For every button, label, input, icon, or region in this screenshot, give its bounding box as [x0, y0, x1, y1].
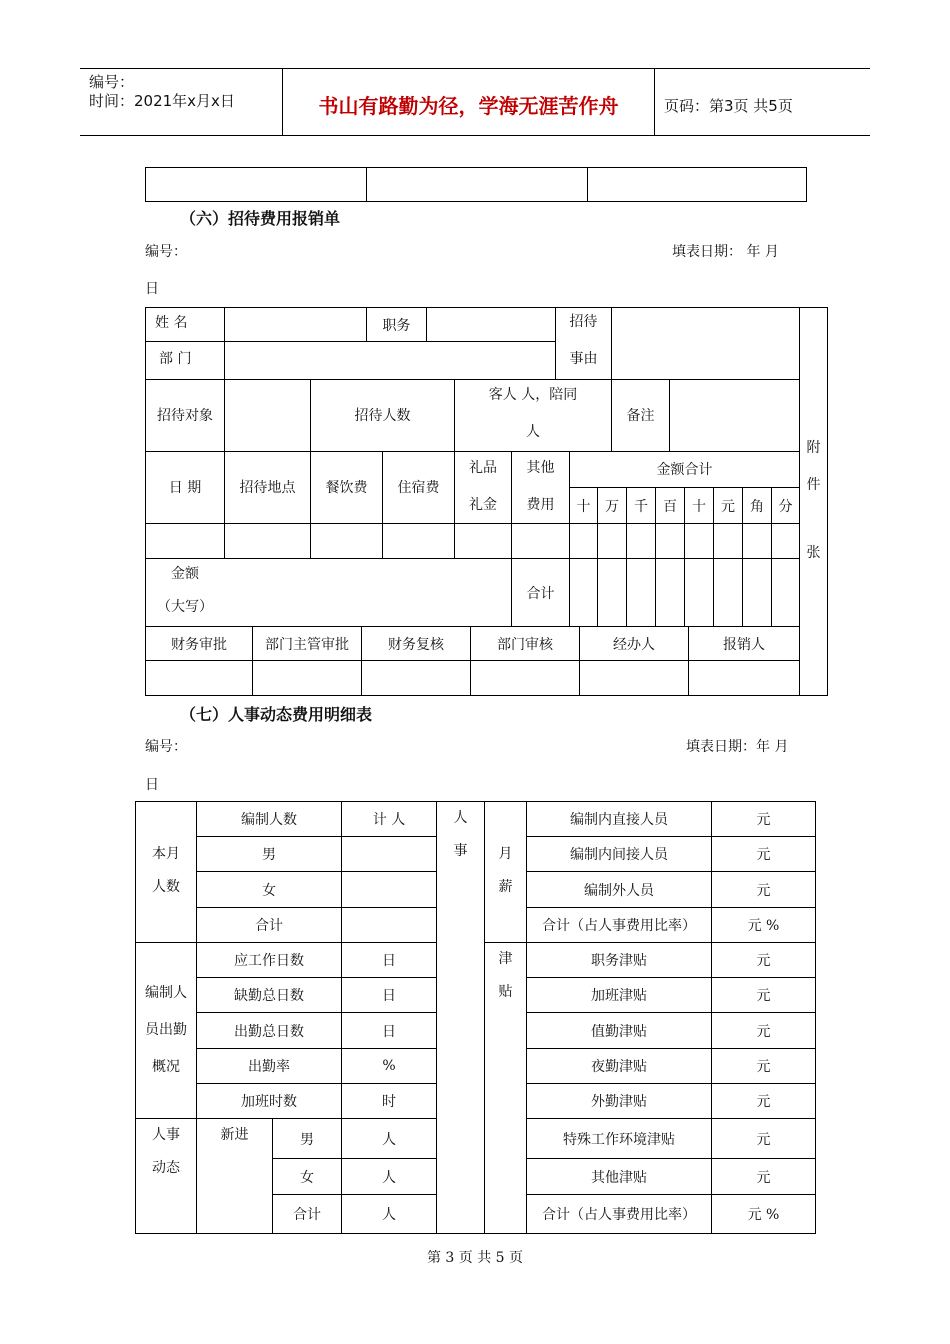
gift-label-1: 礼品 — [469, 460, 497, 476]
salary-row-label: 编制外人员 — [584, 882, 654, 899]
position-field[interactable] — [427, 308, 554, 341]
digit-label: 十 — [576, 498, 591, 515]
allowance-row-label: 其他津贴 — [591, 1169, 647, 1186]
amount-cn-field[interactable] — [225, 559, 510, 626]
allowance-row-label: 特殊工作环境津贴 — [563, 1131, 675, 1148]
personnel-label-2: 事 — [453, 843, 468, 859]
yuan-percent-unit: 元 % — [747, 918, 780, 934]
person-unit: 人 — [382, 1169, 396, 1186]
yuan-unit: 元 — [756, 1094, 771, 1110]
headcount-row-label: 男 — [262, 847, 276, 863]
allowance-label-1: 津 — [498, 951, 513, 967]
month-count-label-2: 人数 — [152, 879, 180, 895]
monthly-label-2: 薪 — [498, 879, 513, 895]
approval-label: 报销人 — [723, 636, 765, 653]
yuan-unit: 元 — [756, 1059, 771, 1075]
reimbursement-form — [145, 307, 828, 696]
yuan-unit: 元 — [756, 953, 771, 969]
header-motto: 书山有路勤为径，学海无涯苦作舟 — [318, 93, 619, 118]
headcount-row-label: 女 — [262, 882, 276, 899]
headcount-row-label: 合计 — [255, 918, 283, 934]
reason-label-1: 招待 — [569, 314, 598, 330]
lodging-label: 住宿费 — [397, 480, 440, 496]
companions-label-1: 客人 人，陪同 — [488, 387, 578, 403]
yuan-unit: 元 — [756, 988, 771, 1004]
meal-label: 餐饮费 — [325, 480, 368, 496]
digit-label: 百 — [663, 498, 677, 515]
attachment-label-1: 附 — [806, 440, 821, 456]
section6-date-label: 填表日期： 年 月 — [672, 244, 779, 260]
approval-label: 部门审核 — [497, 636, 553, 653]
section7-title: （七）人事动态费用明细表 — [180, 705, 373, 724]
reason-field[interactable] — [612, 308, 798, 379]
yuan-unit: 元 — [756, 1131, 771, 1148]
other-label-2: 费用 — [526, 497, 555, 513]
digit-label: 分 — [778, 498, 793, 515]
personnel-label-1: 人 — [453, 810, 468, 826]
dynamics-label-2: 动态 — [152, 1160, 180, 1176]
empty-cell[interactable] — [588, 168, 807, 202]
companions-label-2: 人 — [526, 424, 540, 440]
attendance-unit: 日 — [382, 988, 396, 1004]
guest-field[interactable] — [225, 380, 309, 451]
document-time-label: 时间：2021年x月x日 — [89, 92, 235, 110]
allowance-row-label: 职务津贴 — [591, 953, 647, 969]
gift-label-2: 礼金 — [469, 497, 497, 513]
document-number-label: 编号： — [89, 73, 135, 91]
allowance-label-2: 贴 — [498, 984, 513, 1000]
new-hire-label: 新进 — [220, 1127, 249, 1143]
digit-label: 万 — [605, 498, 619, 515]
yuan-unit: 元 — [756, 882, 771, 899]
date-label: 日 期 — [168, 480, 202, 496]
month-count-label-1: 本月 — [152, 846, 180, 862]
approval-signature-row[interactable] — [146, 661, 799, 695]
attendance-row-label: 加班时数 — [241, 1094, 297, 1110]
digit-label: 千 — [634, 498, 648, 515]
attachment-label-3: 张 — [806, 545, 821, 561]
attendance-label-2: 员出勤 — [145, 1022, 187, 1038]
attendance-unit: 日 — [382, 1023, 396, 1040]
salary-row-label: 编制内直接人员 — [570, 812, 668, 828]
allowance-row-label: 加班津贴 — [591, 988, 647, 1004]
empty-cell[interactable] — [367, 168, 588, 202]
salary-row-label: 合计（占人事费用比率） — [542, 918, 696, 934]
section7-date-label: 填表日期：年 月 — [686, 739, 789, 755]
digit-label: 十 — [692, 498, 706, 515]
yuan-unit: 元 — [756, 812, 771, 828]
attendance-unit: % — [382, 1058, 396, 1074]
approval-label: 经办人 — [613, 636, 655, 653]
page-indicator: 页码：第3页 共5页 — [664, 97, 793, 115]
dept-label: 部 门 — [159, 351, 192, 367]
section6-day-label: 日 — [145, 281, 159, 297]
personnel-cost-table — [135, 801, 816, 1234]
attendance-row-label: 缺勤总日数 — [234, 988, 304, 1004]
yuan-unit: 元 — [756, 847, 771, 863]
attendance-row-label: 出勤率 — [248, 1059, 290, 1075]
dept-field[interactable] — [225, 342, 554, 379]
salary-row-label: 编制内间接人员 — [570, 847, 668, 863]
headcount-row-label: 编制人数 — [241, 812, 297, 828]
monthly-label-1: 月 — [498, 846, 513, 862]
headcount-unit: 计 人 — [372, 812, 406, 828]
empty-top-table — [145, 167, 807, 202]
attendance-row-label: 出勤总日数 — [234, 1023, 304, 1040]
amount-cn-label-1: 金额 — [171, 566, 199, 582]
attendance-label-1: 编制人 — [145, 985, 187, 1001]
remark-field[interactable] — [670, 380, 798, 451]
dynamics-row-label: 合计 — [293, 1207, 321, 1223]
dynamics-row-label: 男 — [300, 1131, 314, 1148]
allowance-row-label: 值勤津贴 — [591, 1023, 647, 1040]
page-footer: 第 3 页 共 5 页 — [426, 1250, 524, 1266]
section6-title: （六）招待费用报销单 — [180, 209, 341, 228]
subtotal-label: 合计 — [526, 585, 555, 602]
attendance-row-label: 应工作日数 — [234, 953, 304, 969]
allowance-row-label: 合计（占人事费用比率） — [542, 1207, 696, 1223]
allowance-row-label: 夜勤津贴 — [591, 1059, 647, 1075]
yuan-unit: 元 — [756, 1023, 771, 1040]
empty-cell[interactable] — [146, 168, 367, 202]
attendance-unit: 时 — [382, 1094, 396, 1110]
approval-label: 财务复核 — [388, 636, 444, 653]
other-label-1: 其他 — [526, 460, 555, 476]
digit-label: 元 — [721, 498, 735, 515]
attendance-label-3: 概况 — [152, 1059, 180, 1075]
name-label: 姓 名 — [155, 315, 188, 331]
person-unit: 人 — [382, 1131, 396, 1148]
guest-count-label: 招待人数 — [354, 408, 411, 424]
person-unit: 人 — [382, 1207, 396, 1223]
section7-day-label: 日 — [145, 777, 159, 793]
guest-label: 招待对象 — [157, 408, 213, 424]
amount-cn-label-2: （大写） — [157, 599, 213, 615]
dynamics-label-1: 人事 — [152, 1127, 180, 1143]
reason-label-2: 事由 — [569, 351, 598, 367]
attendance-unit: 日 — [382, 953, 396, 969]
expense-entry-row[interactable] — [146, 524, 799, 558]
attachment-label-2: 件 — [806, 477, 821, 493]
section7-number-label: 编号： — [145, 739, 187, 755]
digit-label: 角 — [750, 498, 764, 515]
approval-label: 财务审批 — [171, 636, 227, 653]
total-amount-label: 金额合计 — [656, 462, 713, 478]
position-label: 职务 — [382, 317, 411, 334]
yuan-percent-unit: 元 % — [747, 1207, 780, 1223]
dynamics-row-label: 女 — [300, 1169, 314, 1186]
name-field[interactable] — [225, 308, 365, 341]
place-label: 招待地点 — [239, 480, 296, 496]
allowance-row-label: 外勤津贴 — [591, 1094, 647, 1110]
approval-label: 部门主管审批 — [265, 636, 349, 653]
yuan-unit: 元 — [756, 1169, 771, 1186]
section6-number-label: 编号： — [145, 244, 187, 260]
remark-label: 备注 — [626, 408, 655, 424]
